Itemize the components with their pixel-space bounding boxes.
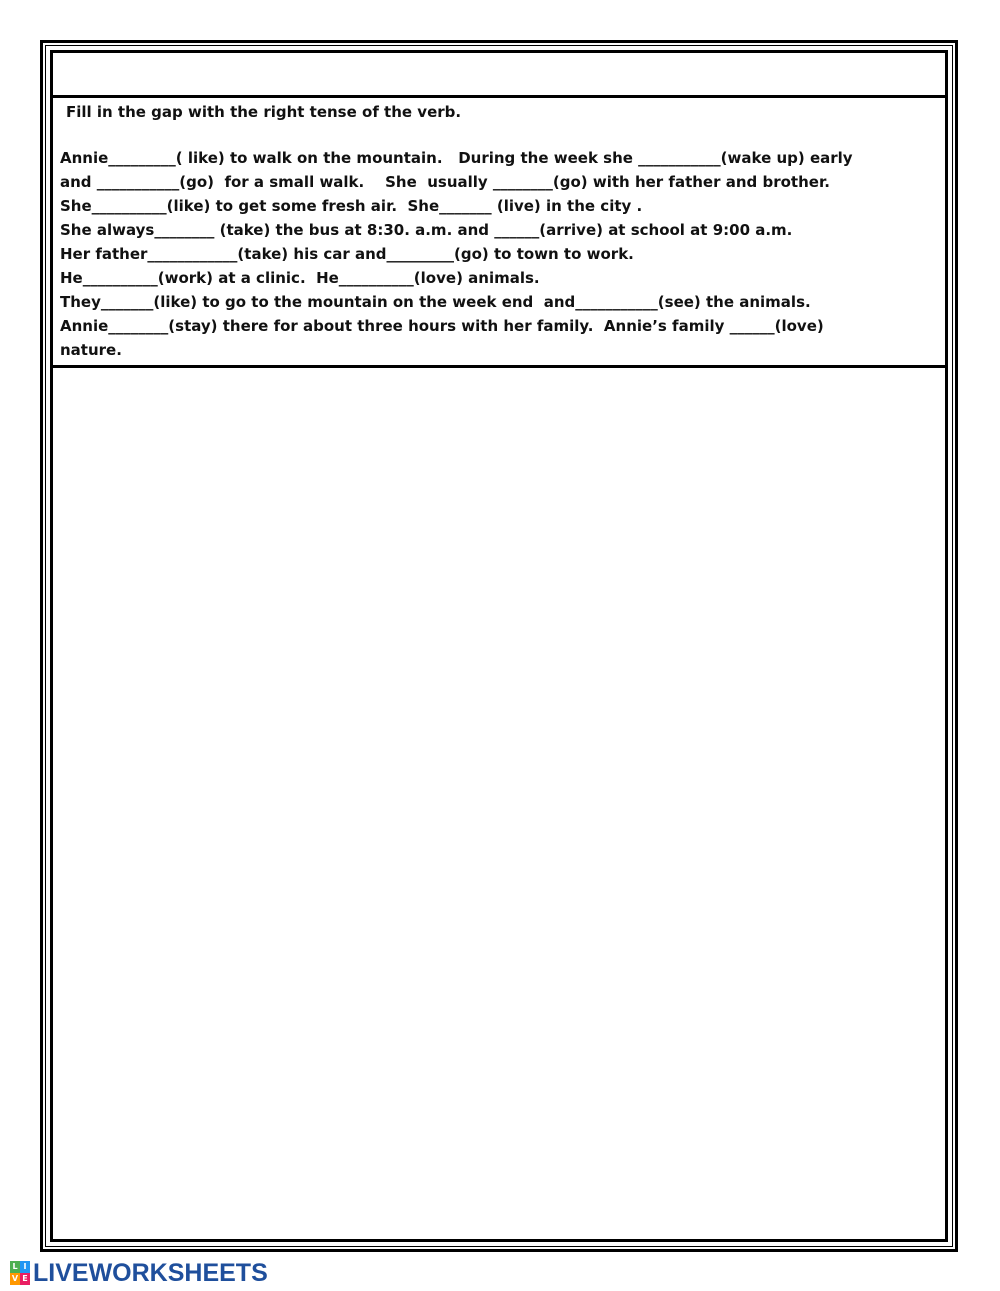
passage-line: nature. [60,341,122,359]
logo-icon: L I V E [10,1261,30,1285]
passage-line: Annie_________( like) to walk on the mountain. During the week she ___________(wake up) early [60,149,853,167]
passage [60,146,940,362]
passage-line: Her father____________(take) his car and_________(go) to town to work. [60,245,634,263]
logo-text: LIVEWORKSHEETS [33,1258,268,1287]
passage-line: They_______(like) to go to the mountain on the week end and___________(see) the animals. [60,293,811,311]
passage-line: and ___________(go) for a small walk. She usually ________(go) with her father and brother. [60,173,830,191]
passage-line: He__________(work) at a clinic. He__________(love) animals. [60,269,540,287]
passage-line: Annie________(stay) there for about three hours with her family. Annie’s family ______(love) [60,317,824,335]
section-divider [52,365,946,368]
passage-line: She always________ (take) the bus at 8:30. a.m. and ______(arrive) at school at 9:00 a.m. [60,221,793,239]
liveworksheets-logo[interactable] [10,1258,268,1288]
exercise-section [60,100,940,362]
header-divider [52,95,946,98]
passage-line: She__________(like) to get some fresh air. She_______ (live) in the city . [60,197,643,215]
instruction-text: Fill in the gap with the right tense of the verb. [66,103,462,121]
